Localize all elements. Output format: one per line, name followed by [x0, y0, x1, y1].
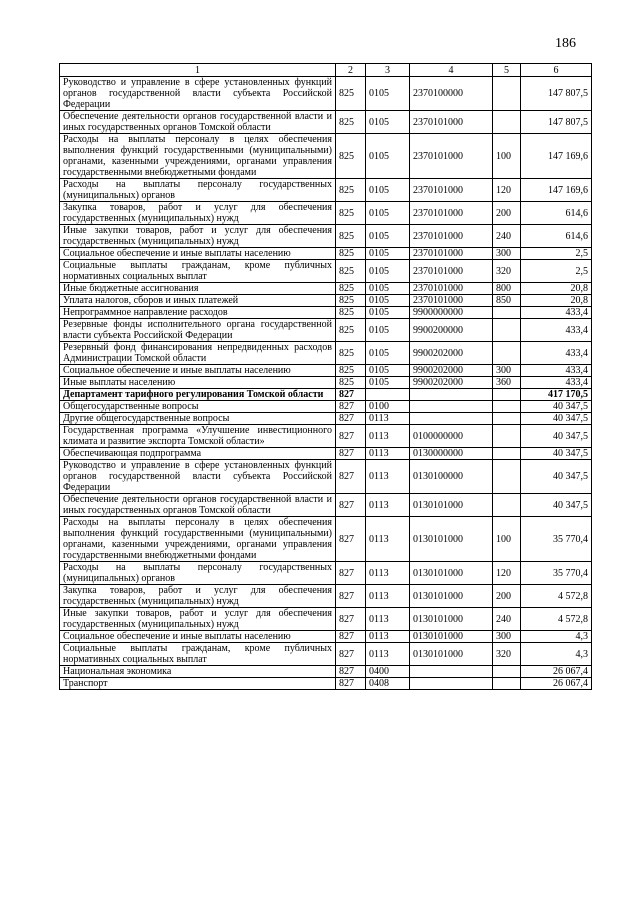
row-name-cell: Транспорт [60, 678, 336, 690]
row-amount-cell: 433,4 [521, 319, 592, 342]
row-target-cell: 9900202000 [410, 365, 493, 377]
row-name-cell: Руководство и управление в сфере установленных функций органов государственной власти субъекта Российской Федерации [60, 460, 336, 494]
row-section-cell: 0113 [366, 448, 410, 460]
row-target-cell: 0130101000 [410, 494, 493, 517]
row-code-cell: 827 [336, 448, 366, 460]
row-section-cell: 0113 [366, 631, 410, 643]
row-kind-cell: 240 [493, 608, 521, 631]
row-kind-cell: 800 [493, 283, 521, 295]
row-target-cell: 2370101000 [410, 225, 493, 248]
table-row [60, 448, 592, 460]
row-amount-cell: 433,4 [521, 377, 592, 389]
row-target-cell: 0130101000 [410, 585, 493, 608]
row-code-cell: 825 [336, 202, 366, 225]
table-row [60, 562, 592, 585]
row-name-cell: Иные закупки товаров, работ и услуг для обеспечения государственных (муниципальных) нужд [60, 225, 336, 248]
row-amount-cell: 433,4 [521, 342, 592, 365]
row-name-cell: Социальные выплаты гражданам, кроме публичных нормативных социальных выплат [60, 260, 336, 283]
row-amount-cell: 35 770,4 [521, 562, 592, 585]
row-target-cell: 9900202000 [410, 377, 493, 389]
row-kind-cell [493, 77, 521, 111]
row-name-cell: Непрограммное направление расходов [60, 307, 336, 319]
row-section-cell: 0105 [366, 134, 410, 179]
page-number: 186 [555, 36, 576, 51]
row-code-cell: 825 [336, 283, 366, 295]
row-target-cell: 2370101000 [410, 260, 493, 283]
row-section-cell: 0105 [366, 283, 410, 295]
table-row [60, 413, 592, 425]
row-amount-cell: 40 347,5 [521, 413, 592, 425]
row-kind-cell: 300 [493, 631, 521, 643]
row-section-cell: 0105 [366, 248, 410, 260]
row-code-cell: 825 [336, 365, 366, 377]
row-code-cell: 825 [336, 134, 366, 179]
row-name-cell: Общегосударственные вопросы [60, 401, 336, 413]
row-code-cell: 825 [336, 295, 366, 307]
row-code-cell: 827 [336, 678, 366, 690]
row-amount-cell: 147 169,6 [521, 134, 592, 179]
table-row [60, 678, 592, 690]
table-row [60, 389, 592, 401]
header-col-6: 6 [521, 64, 592, 77]
row-amount-cell: 2,5 [521, 260, 592, 283]
row-amount-cell: 4 572,8 [521, 585, 592, 608]
row-target-cell: 0130101000 [410, 562, 493, 585]
row-name-cell: Расходы на выплаты персоналу государственных (муниципальных) органов [60, 179, 336, 202]
table-row [60, 460, 592, 494]
row-target-cell: 2370101000 [410, 283, 493, 295]
table-header-row [60, 64, 592, 77]
row-name-cell: Обеспечение деятельности органов государственной власти и иных государственных органов Томской области [60, 494, 336, 517]
table-row [60, 494, 592, 517]
row-target-cell: 2370100000 [410, 77, 493, 111]
table-row [60, 643, 592, 666]
row-code-cell: 825 [336, 179, 366, 202]
row-section-cell: 0105 [366, 111, 410, 134]
row-code-cell: 825 [336, 319, 366, 342]
row-name-cell: Обеспечивающая подпрограмма [60, 448, 336, 460]
row-target-cell: 2370101000 [410, 134, 493, 179]
row-amount-cell: 614,6 [521, 225, 592, 248]
row-section-cell: 0105 [366, 365, 410, 377]
row-code-cell: 827 [336, 608, 366, 631]
row-name-cell: Национальная экономика [60, 666, 336, 678]
row-code-cell: 825 [336, 248, 366, 260]
row-kind-cell [493, 666, 521, 678]
row-target-cell: 0130101000 [410, 631, 493, 643]
table-row [60, 248, 592, 260]
budget-table [59, 63, 592, 690]
row-name-cell: Расходы на выплаты персоналу в целях обеспечения выполнения функций государственными (муниципальными) органами, казенными учреждениями, органами управления государственными внебюджетными фондами [60, 517, 336, 562]
row-section-cell: 0105 [366, 179, 410, 202]
header-col-5: 5 [493, 64, 521, 77]
row-section-cell: 0105 [366, 225, 410, 248]
row-amount-cell: 4,3 [521, 643, 592, 666]
table-row [60, 134, 592, 179]
row-amount-cell: 35 770,4 [521, 517, 592, 562]
row-code-cell: 827 [336, 401, 366, 413]
row-kind-cell [493, 448, 521, 460]
row-section-cell: 0113 [366, 413, 410, 425]
table-row [60, 608, 592, 631]
row-section-cell: 0105 [366, 260, 410, 283]
row-name-cell: Департамент тарифного регулирования Томской области [60, 389, 336, 401]
row-target-cell: 0130101000 [410, 643, 493, 666]
table-row [60, 517, 592, 562]
row-target-cell: 2370101000 [410, 295, 493, 307]
row-section-cell: 0105 [366, 295, 410, 307]
row-section-cell: 0113 [366, 562, 410, 585]
row-section-cell: 0105 [366, 342, 410, 365]
row-section-cell: 0113 [366, 494, 410, 517]
row-code-cell: 827 [336, 517, 366, 562]
row-name-cell: Иные закупки товаров, работ и услуг для обеспечения государственных (муниципальных) нужд [60, 608, 336, 631]
table-row [60, 225, 592, 248]
row-amount-cell: 40 347,5 [521, 460, 592, 494]
row-code-cell: 825 [336, 111, 366, 134]
row-target-cell: 2370101000 [410, 111, 493, 134]
row-target-cell: 9900202000 [410, 342, 493, 365]
row-kind-cell: 120 [493, 562, 521, 585]
row-kind-cell: 320 [493, 643, 521, 666]
row-code-cell: 827 [336, 494, 366, 517]
row-section-cell: 0400 [366, 666, 410, 678]
row-kind-cell: 300 [493, 248, 521, 260]
row-name-cell: Резервный фонд финансирования непредвиденных расходов Администрации Томской области [60, 342, 336, 365]
row-kind-cell [493, 425, 521, 448]
table-row [60, 111, 592, 134]
table-row [60, 377, 592, 389]
table-row [60, 401, 592, 413]
row-kind-cell: 120 [493, 179, 521, 202]
row-code-cell: 827 [336, 666, 366, 678]
row-code-cell: 825 [336, 342, 366, 365]
row-target-cell: 0130100000 [410, 460, 493, 494]
row-kind-cell [493, 460, 521, 494]
row-name-cell: Социальные выплаты гражданам, кроме публичных нормативных социальных выплат [60, 643, 336, 666]
row-kind-cell [493, 413, 521, 425]
row-kind-cell [493, 307, 521, 319]
row-name-cell: Социальное обеспечение и иные выплаты населению [60, 365, 336, 377]
row-section-cell: 0113 [366, 460, 410, 494]
row-amount-cell: 40 347,5 [521, 425, 592, 448]
row-name-cell: Расходы на выплаты персоналу государственных (муниципальных) органов [60, 562, 336, 585]
row-target-cell: 2370101000 [410, 202, 493, 225]
table-row [60, 342, 592, 365]
row-name-cell: Резервные фонды исполнительного органа государственной власти субъекта Российской Федерации [60, 319, 336, 342]
row-name-cell: Расходы на выплаты персоналу в целях обеспечения выполнения функций государственными (муниципальными) органами, казенными учреждениями, органами управления государственными внебюджетными фондами [60, 134, 336, 179]
table-row [60, 425, 592, 448]
row-section-cell [366, 389, 410, 401]
row-amount-cell: 614,6 [521, 202, 592, 225]
row-kind-cell [493, 319, 521, 342]
row-amount-cell: 433,4 [521, 307, 592, 319]
row-code-cell: 827 [336, 425, 366, 448]
row-code-cell: 825 [336, 307, 366, 319]
row-kind-cell: 240 [493, 225, 521, 248]
row-target-cell: 2370101000 [410, 179, 493, 202]
table-row [60, 179, 592, 202]
table-row [60, 631, 592, 643]
row-amount-cell: 26 067,4 [521, 678, 592, 690]
row-kind-cell: 300 [493, 365, 521, 377]
table-row [60, 295, 592, 307]
row-name-cell: Обеспечение деятельности органов государственной власти и иных государственных органов Томской области [60, 111, 336, 134]
row-amount-cell: 417 170,5 [521, 389, 592, 401]
row-code-cell: 825 [336, 260, 366, 283]
row-target-cell [410, 413, 493, 425]
row-kind-cell: 200 [493, 202, 521, 225]
table-row [60, 283, 592, 295]
row-name-cell: Закупка товаров, работ и услуг для обеспечения государственных (муниципальных) нужд [60, 585, 336, 608]
row-section-cell: 0113 [366, 608, 410, 631]
row-kind-cell: 850 [493, 295, 521, 307]
row-section-cell: 0105 [366, 307, 410, 319]
row-amount-cell: 433,4 [521, 365, 592, 377]
row-kind-cell: 100 [493, 134, 521, 179]
row-amount-cell: 40 347,5 [521, 401, 592, 413]
table-row [60, 319, 592, 342]
row-kind-cell [493, 389, 521, 401]
row-kind-cell: 200 [493, 585, 521, 608]
row-section-cell: 0113 [366, 585, 410, 608]
row-code-cell: 825 [336, 77, 366, 111]
row-amount-cell: 147 807,5 [521, 111, 592, 134]
row-amount-cell: 20,8 [521, 295, 592, 307]
row-amount-cell: 20,8 [521, 283, 592, 295]
table-row [60, 666, 592, 678]
row-section-cell: 0113 [366, 517, 410, 562]
row-amount-cell: 2,5 [521, 248, 592, 260]
row-code-cell: 827 [336, 643, 366, 666]
row-name-cell: Иные выплаты населению [60, 377, 336, 389]
row-code-cell: 825 [336, 377, 366, 389]
row-amount-cell: 26 067,4 [521, 666, 592, 678]
header-col-1: 1 [60, 64, 336, 77]
table-row [60, 202, 592, 225]
row-amount-cell: 147 807,5 [521, 77, 592, 111]
row-name-cell: Другие общегосударственные вопросы [60, 413, 336, 425]
row-amount-cell: 4 572,8 [521, 608, 592, 631]
row-section-cell: 0113 [366, 425, 410, 448]
row-code-cell: 825 [336, 225, 366, 248]
row-section-cell: 0105 [366, 377, 410, 389]
table-row [60, 307, 592, 319]
row-target-cell: 0130101000 [410, 517, 493, 562]
row-target-cell [410, 678, 493, 690]
row-code-cell: 827 [336, 631, 366, 643]
row-target-cell: 0130000000 [410, 448, 493, 460]
table-row [60, 585, 592, 608]
row-section-cell: 0113 [366, 643, 410, 666]
row-code-cell: 827 [336, 413, 366, 425]
header-col-3: 3 [366, 64, 410, 77]
row-kind-cell [493, 678, 521, 690]
row-amount-cell: 40 347,5 [521, 494, 592, 517]
row-section-cell: 0105 [366, 77, 410, 111]
row-section-cell: 0105 [366, 319, 410, 342]
row-kind-cell [493, 494, 521, 517]
row-target-cell: 9900000000 [410, 307, 493, 319]
row-section-cell: 0105 [366, 202, 410, 225]
row-name-cell: Иные бюджетные ассигнования [60, 283, 336, 295]
row-kind-cell: 100 [493, 517, 521, 562]
row-section-cell: 0408 [366, 678, 410, 690]
row-name-cell: Социальное обеспечение и иные выплаты населению [60, 631, 336, 643]
row-target-cell [410, 666, 493, 678]
header-col-4: 4 [410, 64, 493, 77]
row-code-cell: 827 [336, 562, 366, 585]
row-name-cell: Уплата налогов, сборов и иных платежей [60, 295, 336, 307]
row-amount-cell: 4,3 [521, 631, 592, 643]
row-name-cell: Закупка товаров, работ и услуг для обеспечения государственных (муниципальных) нужд [60, 202, 336, 225]
row-code-cell: 827 [336, 585, 366, 608]
row-kind-cell: 360 [493, 377, 521, 389]
row-kind-cell: 320 [493, 260, 521, 283]
row-target-cell: 9900200000 [410, 319, 493, 342]
row-code-cell: 827 [336, 460, 366, 494]
table-row [60, 77, 592, 111]
row-amount-cell: 147 169,6 [521, 179, 592, 202]
table-row [60, 365, 592, 377]
row-amount-cell: 40 347,5 [521, 448, 592, 460]
row-kind-cell [493, 401, 521, 413]
row-target-cell: 0100000000 [410, 425, 493, 448]
row-target-cell [410, 389, 493, 401]
row-name-cell: Государственная программа «Улучшение инвестиционного климата и развитие экспорта Томской области» [60, 425, 336, 448]
row-kind-cell [493, 111, 521, 134]
row-code-cell: 827 [336, 389, 366, 401]
row-target-cell [410, 401, 493, 413]
row-target-cell: 0130101000 [410, 608, 493, 631]
row-target-cell: 2370101000 [410, 248, 493, 260]
row-kind-cell [493, 342, 521, 365]
row-name-cell: Руководство и управление в сфере установленных функций органов государственной власти субъекта Российской Федерации [60, 77, 336, 111]
header-col-2: 2 [336, 64, 366, 77]
row-section-cell: 0100 [366, 401, 410, 413]
table-row [60, 260, 592, 283]
row-name-cell: Социальное обеспечение и иные выплаты населению [60, 248, 336, 260]
